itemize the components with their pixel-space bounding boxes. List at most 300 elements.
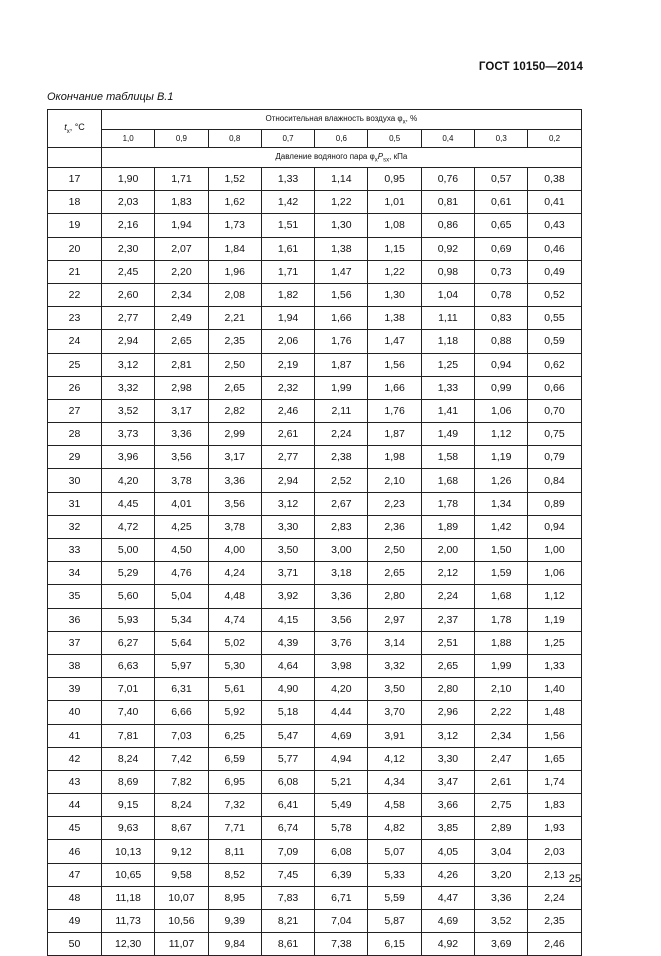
- pressure-cell: 7,82: [155, 770, 208, 793]
- pressure-cell: 4,76: [155, 562, 208, 585]
- pressure-cell: 2,45: [102, 260, 155, 283]
- table-row: [48, 840, 582, 863]
- pressure-cell: 2,82: [208, 399, 261, 422]
- pressure-cell: 1,30: [315, 214, 368, 237]
- pressure-cell: 5,07: [368, 840, 421, 863]
- temperature-cell: 31: [48, 492, 102, 515]
- pressure-group-header: Давление водяного пара $\varphi_xP_{sx}$, кПа: [102, 148, 582, 168]
- pressure-cell: 5,04: [155, 585, 208, 608]
- pressure-cell: 5,33: [368, 863, 421, 886]
- pressure-cell: 3,04: [475, 840, 528, 863]
- pressure-cell: 1,12: [475, 423, 528, 446]
- pressure-cell: 3,47: [421, 770, 474, 793]
- pressure-cell: 3,32: [102, 376, 155, 399]
- pressure-cell: 2,11: [315, 399, 368, 422]
- pressure-cell: 1,82: [261, 283, 314, 306]
- pressure-cell: 3,52: [475, 910, 528, 933]
- pressure-cell: 1,15: [368, 237, 421, 260]
- pressure-cell: 3,17: [208, 446, 261, 469]
- pressure-cell: 4,15: [261, 608, 314, 631]
- pressure-cell: 2,61: [475, 770, 528, 793]
- pressure-cell: 11,73: [102, 910, 155, 933]
- pressure-cell: 6,74: [261, 817, 314, 840]
- pressure-cell: 4,90: [261, 678, 314, 701]
- pressure-cell: 1,99: [475, 654, 528, 677]
- pressure-cell: 7,83: [261, 886, 314, 909]
- temperature-cell: 20: [48, 237, 102, 260]
- pressure-cell: 11,18: [102, 886, 155, 909]
- pressure-cell: 0,94: [528, 515, 581, 538]
- temperature-cell: 32: [48, 515, 102, 538]
- pressure-cell: 4,00: [208, 539, 261, 562]
- document-header: ГОСТ 10150—2014: [478, 61, 583, 73]
- table-row: [48, 585, 582, 608]
- pressure-cell: 5,00: [102, 539, 155, 562]
- pressure-cell: 3,18: [315, 562, 368, 585]
- pressure-cell: 0,69: [475, 237, 528, 260]
- temperature-cell: 27: [48, 399, 102, 422]
- pressure-cell: 2,00: [421, 539, 474, 562]
- pressure-cell: 2,65: [368, 562, 421, 585]
- pressure-cell: 2,07: [155, 237, 208, 260]
- pressure-cell: 1,52: [208, 168, 261, 191]
- table-row: [48, 678, 582, 701]
- pressure-cell: 2,23: [368, 492, 421, 515]
- pressure-cell: 5,21: [315, 770, 368, 793]
- pressure-cell: 1,96: [208, 260, 261, 283]
- pressure-cell: 2,50: [368, 539, 421, 562]
- pressure-cell: 2,46: [528, 933, 581, 956]
- pressure-cell: 3,30: [261, 515, 314, 538]
- pressure-cell: 2,24: [421, 585, 474, 608]
- pressure-cell: 1,25: [528, 631, 581, 654]
- pressure-cell: 5,61: [208, 678, 261, 701]
- pressure-cell: 5,93: [102, 608, 155, 631]
- pressure-cell: 2,06: [261, 330, 314, 353]
- pressure-cell: 6,08: [261, 770, 314, 793]
- pressure-cell: 1,49: [421, 423, 474, 446]
- pressure-cell: 2,94: [261, 469, 314, 492]
- temperature-cell: 25: [48, 353, 102, 376]
- pressure-cell: 0,46: [528, 237, 581, 260]
- table-row: [48, 631, 582, 654]
- pressure-cell: 1,47: [315, 260, 368, 283]
- pressure-cell: 4,74: [208, 608, 261, 631]
- pressure-cell: 2,89: [475, 817, 528, 840]
- pressure-cell: 3,78: [208, 515, 261, 538]
- pressure-cell: 2,30: [102, 237, 155, 260]
- pressure-cell: 0,99: [475, 376, 528, 399]
- pressure-cell: 4,20: [102, 469, 155, 492]
- pressure-cell: 2,36: [368, 515, 421, 538]
- pressure-cell: 1,38: [315, 237, 368, 260]
- humidity-column-header: 1,0: [102, 130, 155, 148]
- pressure-cell: 4,47: [421, 886, 474, 909]
- table-row: [48, 608, 582, 631]
- pressure-cell: 2,38: [315, 446, 368, 469]
- pressure-cell: 1,42: [261, 191, 314, 214]
- temperature-cell: 17: [48, 168, 102, 191]
- pressure-cell: 0,62: [528, 353, 581, 376]
- pressure-cell: 5,59: [368, 886, 421, 909]
- pressure-cell: 7,42: [155, 747, 208, 770]
- pressure-cell: 7,01: [102, 678, 155, 701]
- pressure-cell: 2,34: [475, 724, 528, 747]
- temperature-column-header: $t_x$, °C: [48, 110, 102, 148]
- pressure-cell: 1,50: [475, 539, 528, 562]
- pressure-cell: 3,69: [475, 933, 528, 956]
- pressure-cell: 5,60: [102, 585, 155, 608]
- pressure-cell: 10,07: [155, 886, 208, 909]
- pressure-cell: 1,94: [261, 307, 314, 330]
- temperature-cell: 44: [48, 794, 102, 817]
- pressure-cell: 4,05: [421, 840, 474, 863]
- pressure-cell: 2,60: [102, 283, 155, 306]
- pressure-cell: 3,73: [102, 423, 155, 446]
- table-row: [48, 469, 582, 492]
- pressure-cell: 0,75: [528, 423, 581, 446]
- pressure-cell: 4,69: [315, 724, 368, 747]
- pressure-cell: 1,87: [315, 353, 368, 376]
- table-row: [48, 492, 582, 515]
- pressure-cell: 7,32: [208, 794, 261, 817]
- pressure-cell: 6,15: [368, 933, 421, 956]
- table-row: [48, 933, 582, 956]
- pressure-cell: 2,75: [475, 794, 528, 817]
- temperature-cell: 23: [48, 307, 102, 330]
- pressure-cell: 4,82: [368, 817, 421, 840]
- pressure-cell: 0,86: [421, 214, 474, 237]
- pressure-cell: 8,95: [208, 886, 261, 909]
- pressure-cell: 1,22: [315, 191, 368, 214]
- pressure-cell: 9,58: [155, 863, 208, 886]
- pressure-cell: 2,19: [261, 353, 314, 376]
- pressure-cell: 1,93: [528, 817, 581, 840]
- pressure-cell: 1,88: [475, 631, 528, 654]
- pressure-cell: 9,15: [102, 794, 155, 817]
- pressure-cell: 0,98: [421, 260, 474, 283]
- pressure-cell: 4,25: [155, 515, 208, 538]
- pressure-cell: 3,50: [368, 678, 421, 701]
- pressure-cell: 2,65: [421, 654, 474, 677]
- pressure-cell: 1,33: [261, 168, 314, 191]
- table-row: [48, 330, 582, 353]
- pressure-cell: 3,66: [421, 794, 474, 817]
- pressure-cell: 1,11: [421, 307, 474, 330]
- pressure-cell: 3,30: [421, 747, 474, 770]
- pressure-cell: 4,48: [208, 585, 261, 608]
- pressure-cell: 2,10: [368, 469, 421, 492]
- pressure-cell: 4,24: [208, 562, 261, 585]
- temperature-cell: 46: [48, 840, 102, 863]
- table-row: [48, 423, 582, 446]
- pressure-cell: 2,22: [475, 701, 528, 724]
- pressure-cell: 2,37: [421, 608, 474, 631]
- pressure-cell: 0,41: [528, 191, 581, 214]
- table-row: [48, 446, 582, 469]
- pressure-cell: 5,02: [208, 631, 261, 654]
- pressure-cell: 3,36: [475, 886, 528, 909]
- pressure-cell: 1,08: [368, 214, 421, 237]
- pressure-cell: 1,48: [528, 701, 581, 724]
- pressure-cell: 1,76: [315, 330, 368, 353]
- pressure-cell: 4,26: [421, 863, 474, 886]
- pressure-cell: 2,35: [528, 910, 581, 933]
- pressure-cell: 6,39: [315, 863, 368, 886]
- table-row: [48, 237, 582, 260]
- pressure-cell: 5,18: [261, 701, 314, 724]
- table-row: [48, 168, 582, 191]
- pressure-cell: 8,24: [155, 794, 208, 817]
- pressure-cell: 2,80: [368, 585, 421, 608]
- pressure-cell: 0,89: [528, 492, 581, 515]
- pressure-cell: 8,67: [155, 817, 208, 840]
- pressure-cell: 1,99: [315, 376, 368, 399]
- pressure-cell: 2,50: [208, 353, 261, 376]
- pressure-cell: 10,13: [102, 840, 155, 863]
- temperature-cell: 36: [48, 608, 102, 631]
- table-row: [48, 539, 582, 562]
- pressure-cell: 2,21: [208, 307, 261, 330]
- pressure-cell: 1,58: [421, 446, 474, 469]
- pressure-cell: 0,92: [421, 237, 474, 260]
- pressure-cell: 1,78: [475, 608, 528, 631]
- temperature-cell: 22: [48, 283, 102, 306]
- table-row: [48, 562, 582, 585]
- table-row: [48, 770, 582, 793]
- pressure-cell: 3,12: [261, 492, 314, 515]
- temperature-cell: 35: [48, 585, 102, 608]
- pressure-cell: 5,29: [102, 562, 155, 585]
- table-row: [48, 353, 582, 376]
- pressure-cell: 0,73: [475, 260, 528, 283]
- pressure-cell: 3,56: [315, 608, 368, 631]
- pressure-cell: 6,08: [315, 840, 368, 863]
- pressure-cell: 3,32: [368, 654, 421, 677]
- pressure-cell: 6,25: [208, 724, 261, 747]
- pressure-cell: 1,94: [155, 214, 208, 237]
- pressure-cell: 8,69: [102, 770, 155, 793]
- pressure-cell: 0,70: [528, 399, 581, 422]
- table-caption: Окончание таблицы В.1: [47, 91, 174, 103]
- pressure-cell: 0,57: [475, 168, 528, 191]
- pressure-cell: 4,45: [102, 492, 155, 515]
- pressure-cell: 2,65: [155, 330, 208, 353]
- pressure-cell: 8,61: [261, 933, 314, 956]
- pressure-cell: 1,19: [528, 608, 581, 631]
- pressure-cell: 3,36: [208, 469, 261, 492]
- humidity-columns-row: [48, 130, 582, 148]
- pressure-cell: 2,77: [261, 446, 314, 469]
- temperature-cell: 37: [48, 631, 102, 654]
- pressure-cell: 0,78: [475, 283, 528, 306]
- pressure-cell: 2,97: [368, 608, 421, 631]
- pressure-cell: 1,66: [368, 376, 421, 399]
- pressure-cell: 4,69: [421, 910, 474, 933]
- pressure-cell: 1,62: [208, 191, 261, 214]
- pressure-cell: 11,07: [155, 933, 208, 956]
- pressure-cell: 3,98: [315, 654, 368, 677]
- pressure-cell: 1,47: [368, 330, 421, 353]
- temperature-cell: 50: [48, 933, 102, 956]
- pressure-cell: 4,50: [155, 539, 208, 562]
- pressure-cell: 1,90: [102, 168, 155, 191]
- pressure-cell: 2,47: [475, 747, 528, 770]
- temperature-cell: 39: [48, 678, 102, 701]
- pressure-cell: 5,97: [155, 654, 208, 677]
- table-body: [48, 168, 582, 956]
- pressure-cell: 1,41: [421, 399, 474, 422]
- pressure-cell: 2,46: [261, 399, 314, 422]
- table-row: [48, 910, 582, 933]
- pressure-cell: 3,56: [155, 446, 208, 469]
- pressure-cell: 10,56: [155, 910, 208, 933]
- pressure-cell: 1,76: [368, 399, 421, 422]
- pressure-cell: 2,98: [155, 376, 208, 399]
- pressure-cell: 3,12: [421, 724, 474, 747]
- table-row: [48, 307, 582, 330]
- temperature-cell: 43: [48, 770, 102, 793]
- pressure-cell: 0,95: [368, 168, 421, 191]
- table-row: [48, 701, 582, 724]
- table-row: [48, 191, 582, 214]
- pressure-cell: 8,11: [208, 840, 261, 863]
- pressure-cell: 1,34: [475, 492, 528, 515]
- pressure-cell: 2,16: [102, 214, 155, 237]
- pressure-cell: 1,83: [528, 794, 581, 817]
- pressure-cell: 4,44: [315, 701, 368, 724]
- pressure-cell: 3,78: [155, 469, 208, 492]
- pressure-cell: 0,59: [528, 330, 581, 353]
- pressure-cell: 1,30: [368, 283, 421, 306]
- table-row: [48, 214, 582, 237]
- pressure-cell: 0,79: [528, 446, 581, 469]
- pressure-cell: 4,94: [315, 747, 368, 770]
- pressure-cell: 2,96: [421, 701, 474, 724]
- table-row: [48, 863, 582, 886]
- table-row: [48, 515, 582, 538]
- pressure-cell: 1,73: [208, 214, 261, 237]
- pressure-cell: 1,14: [315, 168, 368, 191]
- temperature-cell: 45: [48, 817, 102, 840]
- temperature-cell: 29: [48, 446, 102, 469]
- pressure-cell: 3,76: [315, 631, 368, 654]
- pressure-cell: 2,81: [155, 353, 208, 376]
- pressure-cell: 0,83: [475, 307, 528, 330]
- pressure-cell: 1,87: [368, 423, 421, 446]
- temperature-cell: 18: [48, 191, 102, 214]
- humidity-column-header: 0,8: [208, 130, 261, 148]
- pressure-cell: 6,41: [261, 794, 314, 817]
- pressure-cell: 5,78: [315, 817, 368, 840]
- pressure-cell: 1,42: [475, 515, 528, 538]
- humidity-column-header: 0,5: [368, 130, 421, 148]
- pressure-cell: 5,87: [368, 910, 421, 933]
- pressure-cell: 5,64: [155, 631, 208, 654]
- pressure-cell: 1,33: [528, 654, 581, 677]
- pressure-cell: 2,12: [421, 562, 474, 585]
- pressure-cell: 1,71: [261, 260, 314, 283]
- table-row: [48, 794, 582, 817]
- temperature-cell: 41: [48, 724, 102, 747]
- humidity-column-header: 0,3: [475, 130, 528, 148]
- pressure-cell: 1,66: [315, 307, 368, 330]
- pressure-cell: 5,30: [208, 654, 261, 677]
- pressure-cell: 1,68: [475, 585, 528, 608]
- table-row: [48, 886, 582, 909]
- pressure-cell: 3,20: [475, 863, 528, 886]
- temperature-cell: 38: [48, 654, 102, 677]
- temperature-cell: 42: [48, 747, 102, 770]
- pressure-cell: 3,92: [261, 585, 314, 608]
- pressure-cell: 1,01: [368, 191, 421, 214]
- table-row: [48, 260, 582, 283]
- pressure-cell: 4,34: [368, 770, 421, 793]
- pressure-cell: 0,55: [528, 307, 581, 330]
- pressure-cell: 4,39: [261, 631, 314, 654]
- pressure-cell: 2,67: [315, 492, 368, 515]
- pressure-cell: 1,18: [421, 330, 474, 353]
- pressure-cell: 1,22: [368, 260, 421, 283]
- pressure-cell: 7,40: [102, 701, 155, 724]
- temperature-cell: 30: [48, 469, 102, 492]
- pressure-cell: 2,03: [102, 191, 155, 214]
- pressure-cell: 2,08: [208, 283, 261, 306]
- pressure-cell: 10,65: [102, 863, 155, 886]
- temperature-cell: 47: [48, 863, 102, 886]
- pressure-cell: 0,65: [475, 214, 528, 237]
- pressure-cell: 1,04: [421, 283, 474, 306]
- pressure-cell: 7,04: [315, 910, 368, 933]
- pressure-cell: 9,39: [208, 910, 261, 933]
- pressure-cell: 1,00: [528, 539, 581, 562]
- pressure-cell: 7,45: [261, 863, 314, 886]
- pressure-cell: 7,03: [155, 724, 208, 747]
- pressure-cell: 2,77: [102, 307, 155, 330]
- pressure-cell: 1,12: [528, 585, 581, 608]
- pressure-cell: 1,68: [421, 469, 474, 492]
- pressure-cell: 2,20: [155, 260, 208, 283]
- pressure-cell: 9,84: [208, 933, 261, 956]
- pressure-cell: 2,35: [208, 330, 261, 353]
- pressure-cell: 5,77: [261, 747, 314, 770]
- table-row: [48, 399, 582, 422]
- pressure-cell: 3,12: [102, 353, 155, 376]
- pressure-cell: 4,64: [261, 654, 314, 677]
- pressure-cell: 6,27: [102, 631, 155, 654]
- temperature-cell: 40: [48, 701, 102, 724]
- data-table: [47, 109, 582, 956]
- pressure-cell: 2,51: [421, 631, 474, 654]
- pressure-cell: 3,00: [315, 539, 368, 562]
- pressure-cell: 7,38: [315, 933, 368, 956]
- table-row: [48, 654, 582, 677]
- pressure-cell: 2,52: [315, 469, 368, 492]
- pressure-cell: 5,49: [315, 794, 368, 817]
- pressure-cell: 3,70: [368, 701, 421, 724]
- humidity-column-header: 0,6: [315, 130, 368, 148]
- table-row: [48, 376, 582, 399]
- pressure-cell: 1,65: [528, 747, 581, 770]
- pressure-cell: 6,71: [315, 886, 368, 909]
- pressure-cell: 2,24: [528, 886, 581, 909]
- pressure-cell: 6,59: [208, 747, 261, 770]
- pressure-cell: 3,17: [155, 399, 208, 422]
- pressure-cell: 1,71: [155, 168, 208, 191]
- pressure-cell: 8,21: [261, 910, 314, 933]
- pressure-cell: 6,95: [208, 770, 261, 793]
- pressure-cell: 3,36: [155, 423, 208, 446]
